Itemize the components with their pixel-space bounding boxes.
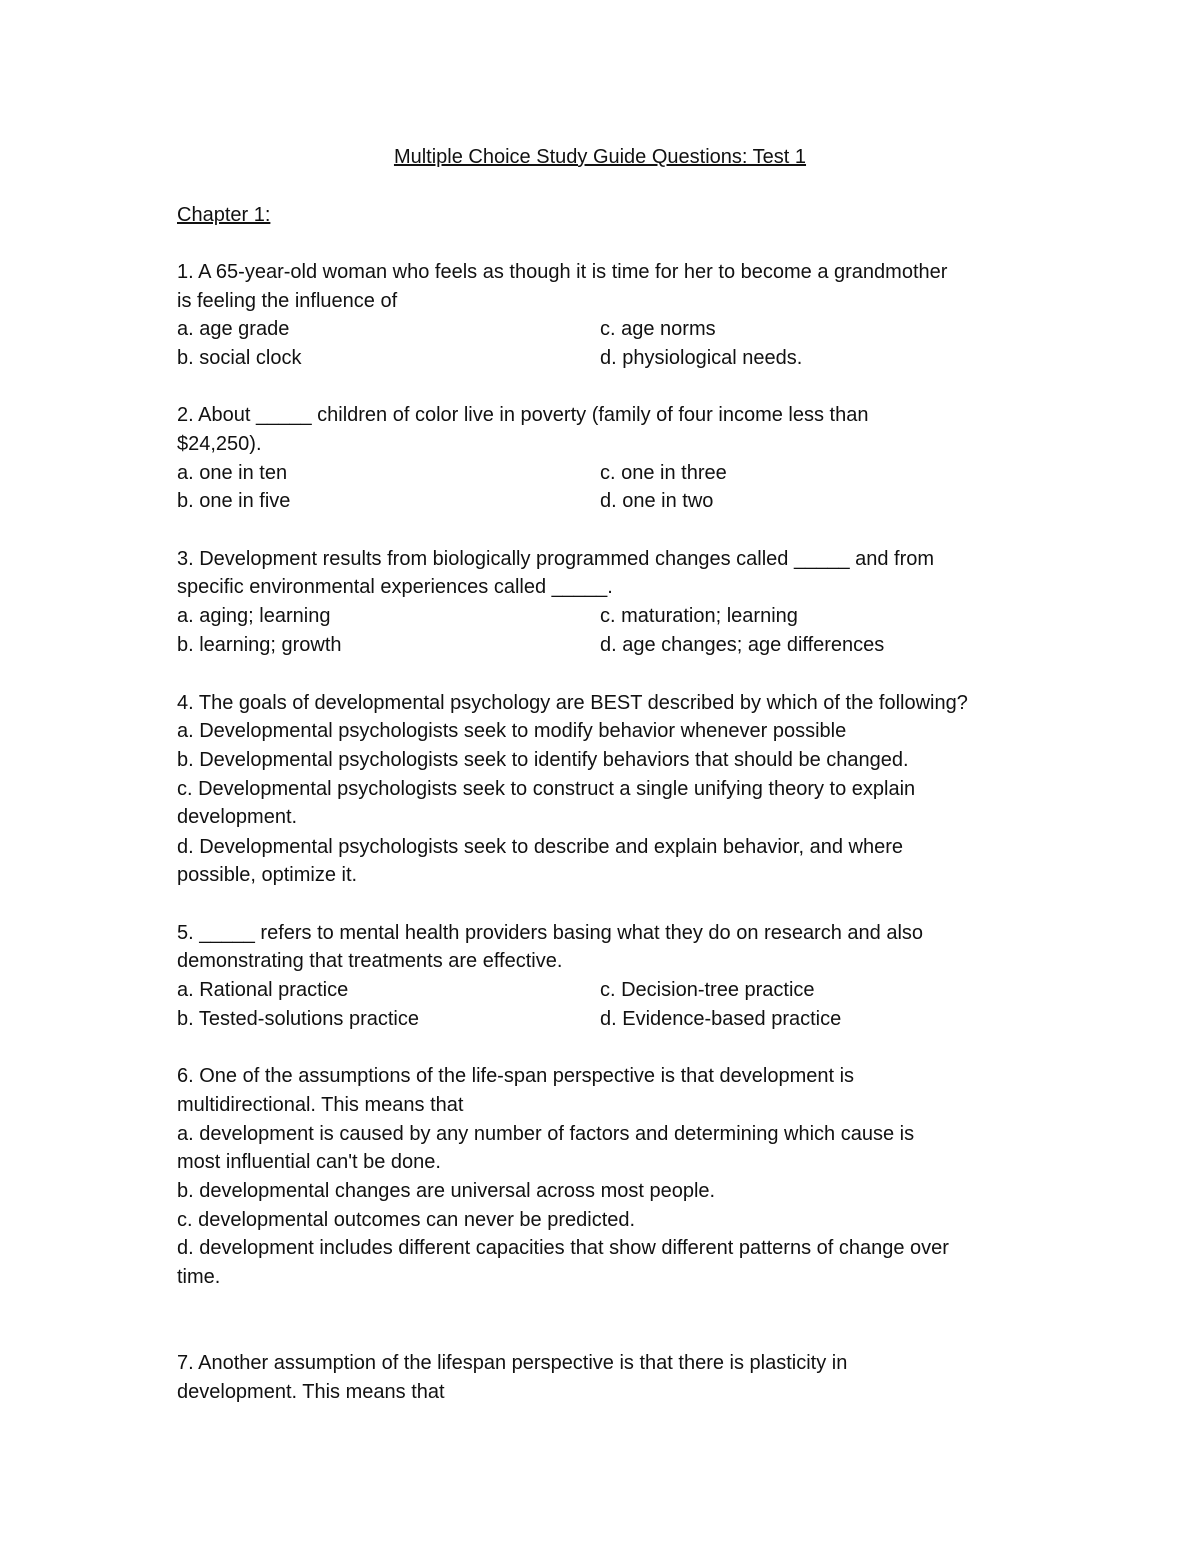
question-1-stem-line-2: is feeling the influence of [177,290,398,312]
question-1-stem-line-1: 1. A 65-year-old woman who feels as though it is time for her to become a grandmother [177,261,948,283]
question-4-stem-line-1: 4. The goals of developmental psychology are BEST described by which of the following? [177,692,968,714]
question-5-option-c: c. Decision-tree practice [600,979,815,1001]
question-4-option-d-line-2: possible, optimize it. [177,864,358,886]
question-6-option-a-line-1: a. development is caused by any number of factors and determining which cause is [177,1123,915,1145]
question-4-option-d-line-1: d. Developmental psychologists seek to describe and explain behavior, and where [177,836,903,858]
question-3-option-c: c. maturation; learning [600,605,798,627]
question-4-option-c-line-2: development. [177,806,298,828]
question-6-option-d-line-2: time. [177,1266,221,1288]
question-2-option-b: b. one in five [177,490,291,512]
question-2-option-a: a. one in ten [177,462,288,484]
question-4-option-c-line-1: c. Developmental psychologists seek to construct a single unifying theory to explain [177,778,916,800]
question-1-option-c: c. age norms [600,318,716,340]
question-6-option-b: b. developmental changes are universal across most people. [177,1180,716,1202]
document-title: Multiple Choice Study Guide Questions: Test 1 [393,146,807,168]
question-5-option-d: d. Evidence-based practice [600,1008,842,1030]
question-2-stem-line-2: $24,250). [177,433,262,455]
question-2-option-d: d. one in two [600,490,714,512]
question-3-option-a: a. aging; learning [177,605,331,627]
question-5-stem-line-2: demonstrating that treatments are effective. [177,950,563,972]
question-2-stem-line-1: 2. About _____ children of color live in poverty (family of four income less than [177,404,869,426]
question-6-option-a-line-2: most influential can't be done. [177,1151,441,1173]
question-3-option-d: d. age changes; age differences [600,634,885,656]
question-5-stem-line-1: 5. _____ refers to mental health providers basing what they do on research and also [177,922,924,944]
question-2-option-c: c. one in three [600,462,727,484]
question-3-option-b: b. learning; growth [177,634,342,656]
chapter-heading: Chapter 1: [177,204,271,226]
question-1-option-a: a. age grade [177,318,290,340]
question-3-stem-line-2: specific environmental experiences called _____. [177,576,613,598]
question-6-option-c: c. developmental outcomes can never be predicted. [177,1209,636,1231]
question-6-stem-line-1: 6. One of the assumptions of the life-span perspective is that development is [177,1065,855,1087]
question-4-option-a: a. Developmental psychologists seek to modify behavior whenever possible [177,720,847,742]
question-1-option-b: b. social clock [177,347,302,369]
question-4-option-b: b. Developmental psychologists seek to identify behaviors that should be changed. [177,749,909,771]
question-5-option-b: b. Tested-solutions practice [177,1008,419,1030]
question-3-stem-line-1: 3. Development results from biologically programmed changes called _____ and from [177,548,935,570]
question-7-stem-line-2: development. This means that [177,1381,445,1403]
question-7-stem-line-1: 7. Another assumption of the lifespan perspective is that there is plasticity in [177,1352,848,1374]
question-5-option-a: a. Rational practice [177,979,349,1001]
question-6-option-d-line-1: d. development includes different capacities that show different patterns of change over [177,1237,949,1259]
question-6-stem-line-2: multidirectional. This means that [177,1094,464,1116]
question-1-option-d: d. physiological needs. [600,347,803,369]
